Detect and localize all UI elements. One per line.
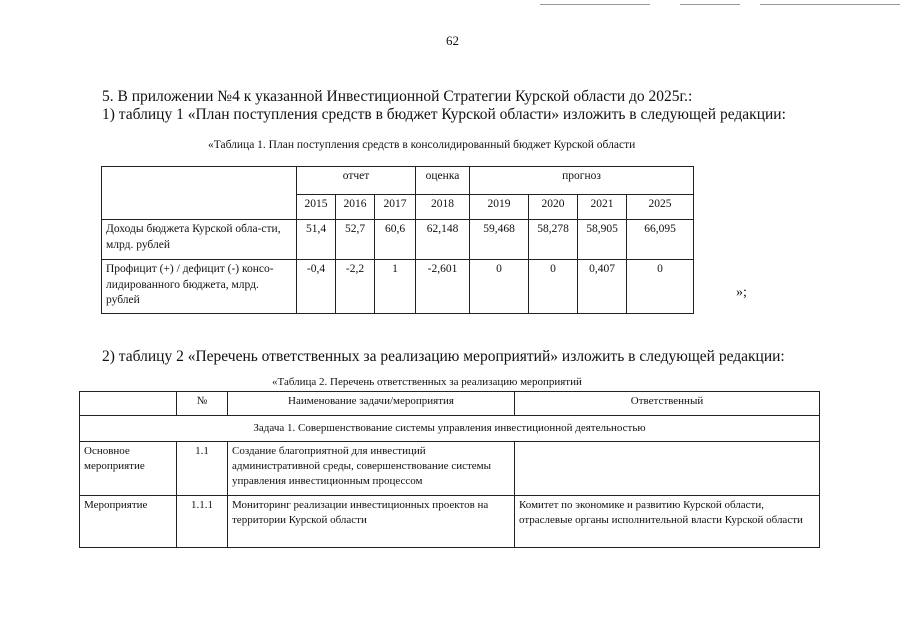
table1-row-label: Профицит (+) / дефицит (-) консо-лидированного бюджета, млрд. рублей [102, 260, 297, 314]
table1-group-estimate: оценка [416, 167, 470, 195]
table2-row-responsible: Комитет по экономике и развитию Курской области, отраслевые органы исполнительной власти Курской области [515, 496, 820, 548]
table2-task-title: Задача 1. Совершенствование системы управления инвестиционной деятельностью [80, 416, 820, 442]
table1-cell: 51,4 [297, 220, 336, 260]
table2-row-num: 1.1.1 [177, 496, 228, 548]
table1-year: 2025 [627, 195, 694, 220]
table2-caption: «Таблица 2. Перечень ответственных за реализацию мероприятий [272, 376, 582, 388]
table1-cell: 62,148 [416, 220, 470, 260]
table1-cell: 0,407 [578, 260, 627, 314]
table1-cell: -0,4 [297, 260, 336, 314]
table2-row-type: Мероприятие [80, 496, 177, 548]
table1-cell: 0 [627, 260, 694, 314]
table1-caption: «Таблица 1. План поступления средств в консолидированный бюджет Курской области [208, 139, 636, 151]
table2-header-name: Наименование задачи/мероприятия [228, 392, 515, 416]
table1-cell: -2,601 [416, 260, 470, 314]
table1-group-forecast: прогноз [470, 167, 694, 195]
intro-line-1: 5. В приложении №4 к указанной Инвестиционной Стратегии Курской области до 2025г.: [102, 88, 693, 105]
paragraph-2: 2) таблицу 2 «Перечень ответственных за реализацию мероприятий» изложить в следующей редакции: [102, 348, 785, 365]
table1-cell: -2,2 [336, 260, 375, 314]
table1-corner [102, 167, 297, 220]
table-row [102, 220, 694, 260]
table-row [80, 496, 820, 548]
table2-header-type [80, 392, 177, 416]
table2-row-name: Создание благоприятной для инвестиций административной среды, совершенствование системы управления инвестиционным процессом [228, 442, 515, 496]
table1-year: 2021 [578, 195, 627, 220]
page-number: 62 [446, 33, 459, 48]
table1-cell: 66,095 [627, 220, 694, 260]
table-row [102, 260, 694, 314]
table2-row-name: Мониторинг реализации инвестиционных проектов на территории Курской области [228, 496, 515, 548]
table1 [101, 166, 694, 314]
table1-year: 2020 [529, 195, 578, 220]
table1-year: 2018 [416, 195, 470, 220]
table1-cell: 1 [375, 260, 416, 314]
intro-line-2: 1) таблицу 1 «План поступления средств в бюджет Курской области» изложить в следующей редакции: [102, 106, 786, 123]
table1-cell: 58,278 [529, 220, 578, 260]
table2-row-type: Основное мероприятие [80, 442, 177, 496]
table2-row-num: 1.1 [177, 442, 228, 496]
table1-group-report: отчет [297, 167, 416, 195]
table2 [79, 391, 820, 548]
table1-year: 2019 [470, 195, 529, 220]
table1-closing-quote: »; [736, 285, 747, 300]
table1-cell: 0 [529, 260, 578, 314]
table-row [80, 442, 820, 496]
table1-year: 2015 [297, 195, 336, 220]
table2-row-responsible [515, 442, 820, 496]
table1-cell: 59,468 [470, 220, 529, 260]
table1-cell: 0 [470, 260, 529, 314]
table1-year: 2016 [336, 195, 375, 220]
table1-cell: 58,905 [578, 220, 627, 260]
table1-row-label: Доходы бюджета Курской обла-сти, млрд. рублей [102, 220, 297, 260]
table1-cell: 52,7 [336, 220, 375, 260]
table2-header-num: № [177, 392, 228, 416]
table1-year: 2017 [375, 195, 416, 220]
table1-cell: 60,6 [375, 220, 416, 260]
table2-header-responsible: Ответственный [515, 392, 820, 416]
